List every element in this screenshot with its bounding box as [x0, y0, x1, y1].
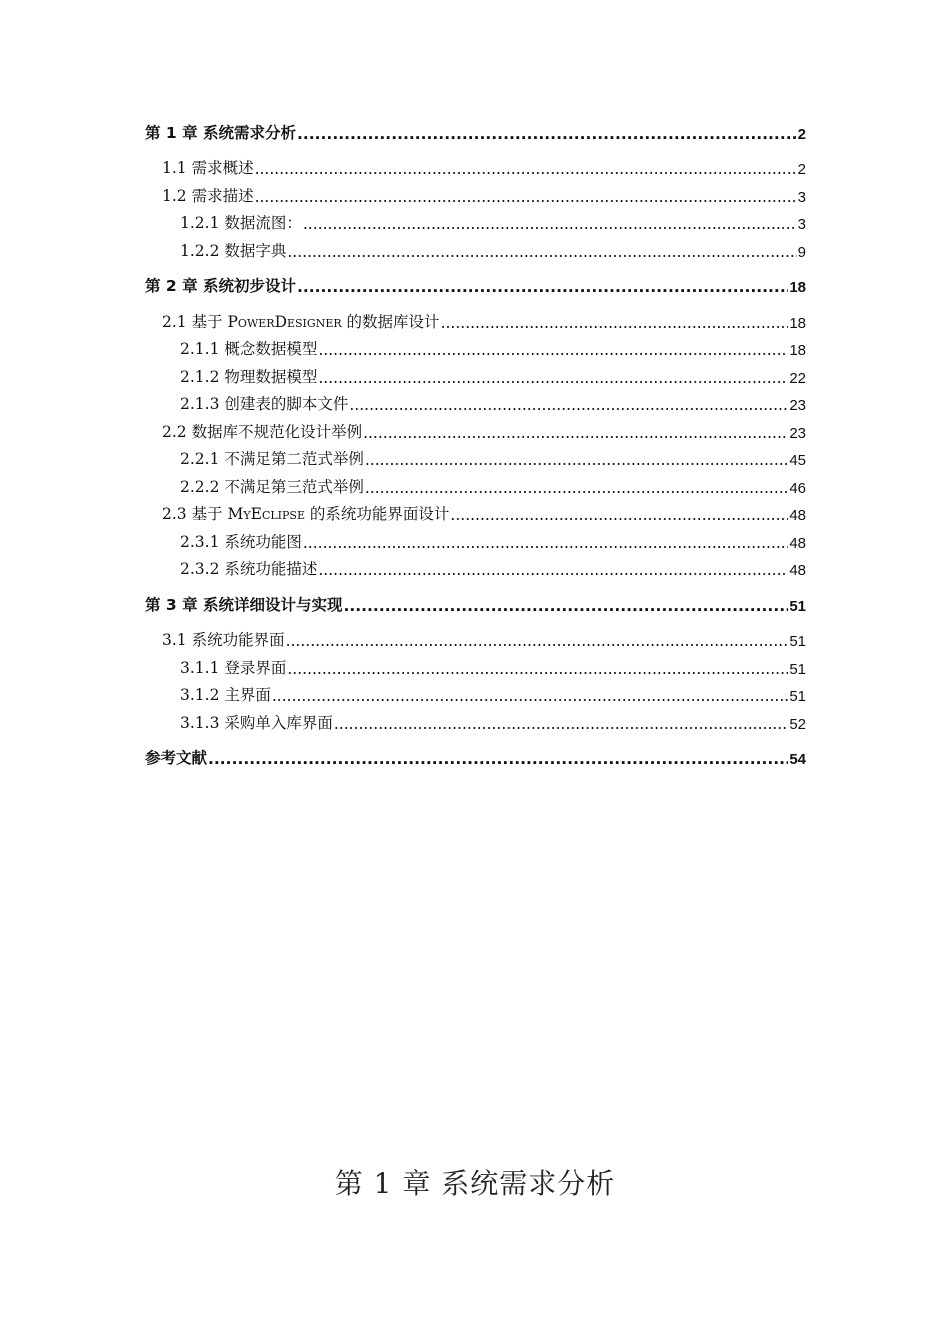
toc-entry-page: 23 — [789, 424, 806, 442]
toc-entry-title: 2.1 基于 PowerDesigner 的数据库设计 — [162, 312, 440, 331]
toc-entry-page: 3 — [797, 216, 806, 233]
toc-leader — [343, 597, 788, 615]
toc-leader — [286, 632, 789, 650]
toc-entry-page: 51 — [789, 633, 806, 650]
table-of-contents — [145, 113, 806, 776]
toc-entry-title: 1.2 需求描述 — [162, 186, 254, 205]
toc-leader — [287, 243, 796, 261]
toc-entry[interactable] — [145, 115, 806, 143]
toc-entry-page: 23 — [789, 397, 806, 414]
toc-leader — [365, 479, 788, 497]
toc-entry-title: 2.2.2 不满足第三范式举例 — [180, 477, 364, 496]
toc-entry-title: 3.1.2 主界面 — [180, 686, 271, 704]
toc-leader — [363, 424, 788, 442]
toc-entry-page: 51 — [789, 660, 806, 678]
toc-entry-title: 参考文献 — [145, 749, 208, 767]
toc-entry-title: 3.1.3 采购单入库界面 — [180, 713, 333, 732]
toc-entry-page: 51 — [789, 688, 806, 705]
toc-entry-title: 2.3 基于 MyEclipse 的系统功能界面设计 — [162, 505, 450, 523]
chapter-heading: 第 1 章 系统需求分析 — [334, 1167, 616, 1200]
toc-entry-page: 46 — [789, 479, 806, 497]
toc-leader — [318, 369, 788, 387]
toc-entry[interactable] — [145, 650, 806, 678]
toc-entry[interactable] — [145, 304, 806, 332]
toc-entry[interactable] — [145, 469, 806, 497]
toc-entry[interactable] — [145, 151, 806, 179]
toc-entry[interactable] — [145, 623, 806, 651]
toc-leader — [303, 215, 797, 233]
toc-entry-page: 52 — [789, 715, 806, 733]
toc-entry-title: 2.2.1 不满足第二范式举例 — [180, 450, 364, 468]
toc-entry[interactable] — [145, 705, 806, 733]
toc-leader — [297, 278, 788, 296]
toc-entry-title: 3.1.1 登录界面 — [180, 658, 287, 677]
toc-entry-title: 2.1.2 物理数据模型 — [180, 367, 318, 386]
toc-entry[interactable] — [145, 206, 806, 234]
toc-entry-title: 第 3 章 系统详细设计与实现 — [145, 595, 343, 614]
toc-entry-title: 3.1 系统功能界面 — [162, 631, 285, 649]
toc-entry[interactable] — [145, 741, 806, 769]
toc-entry-page: 18 — [789, 314, 806, 332]
toc-leader — [365, 451, 788, 469]
toc-entry-page: 54 — [789, 751, 806, 768]
toc-entry-page: 18 — [789, 279, 806, 296]
toc-entry-title: 2.2 数据库不规范化设计举例 — [162, 422, 363, 441]
toc-entry-title: 1.2.1 数据流图： — [180, 214, 302, 232]
toc-entry-page: 45 — [789, 452, 806, 469]
toc-entry-title: 2.3.2 系统功能描述 — [180, 560, 318, 578]
toc-entry[interactable] — [145, 442, 806, 470]
toc-entry[interactable] — [145, 233, 806, 261]
toc-entry[interactable] — [145, 387, 806, 415]
toc-leader — [287, 660, 788, 678]
toc-entry-page: 3 — [797, 188, 806, 206]
toc-entry[interactable] — [145, 678, 806, 706]
toc-entry-page: 18 — [789, 342, 806, 359]
toc-entry-title: 2.3.1 系统功能图 — [180, 532, 302, 551]
toc-entry-page: 48 — [789, 534, 806, 552]
toc-leader — [255, 188, 797, 206]
toc-entry-title: 1.1 需求概述 — [162, 159, 254, 177]
toc-entry[interactable] — [145, 359, 806, 387]
toc-leader — [450, 506, 788, 524]
toc-entry[interactable] — [145, 332, 806, 360]
toc-leader — [297, 125, 797, 143]
toc-entry[interactable] — [145, 497, 806, 525]
toc-entry-title: 2.1.3 创建表的脚本文件 — [180, 395, 349, 413]
toc-entry-page: 51 — [789, 597, 806, 615]
toc-leader — [349, 396, 788, 414]
toc-entry[interactable] — [145, 524, 806, 552]
toc-leader — [255, 160, 797, 178]
toc-leader — [334, 715, 788, 733]
toc-entry-title: 第 2 章 系统初步设计 — [145, 277, 296, 295]
toc-entry-title: 2.1.1 概念数据模型 — [180, 340, 318, 358]
toc-entry[interactable] — [145, 552, 806, 580]
toc-entry[interactable] — [145, 178, 806, 206]
toc-entry[interactable] — [145, 414, 806, 442]
toc-leader — [441, 314, 789, 332]
toc-entry-page: 2 — [797, 125, 806, 143]
toc-leader — [303, 534, 788, 552]
toc-leader — [208, 750, 788, 768]
toc-entry-title: 第 1 章 系统需求分析 — [145, 123, 296, 142]
toc-entry-page: 9 — [797, 243, 806, 261]
toc-leader — [318, 341, 788, 359]
toc-entry-page: 48 — [789, 507, 806, 524]
toc-entry-page: 22 — [789, 369, 806, 387]
toc-entry-title: 1.2.2 数据字典 — [180, 241, 287, 260]
toc-entry[interactable] — [145, 269, 806, 297]
toc-entry-page: 48 — [789, 562, 806, 579]
toc-leader — [272, 687, 788, 705]
toc-entry-page: 2 — [797, 161, 806, 178]
toc-entry[interactable] — [145, 587, 806, 615]
toc-leader — [318, 561, 788, 579]
